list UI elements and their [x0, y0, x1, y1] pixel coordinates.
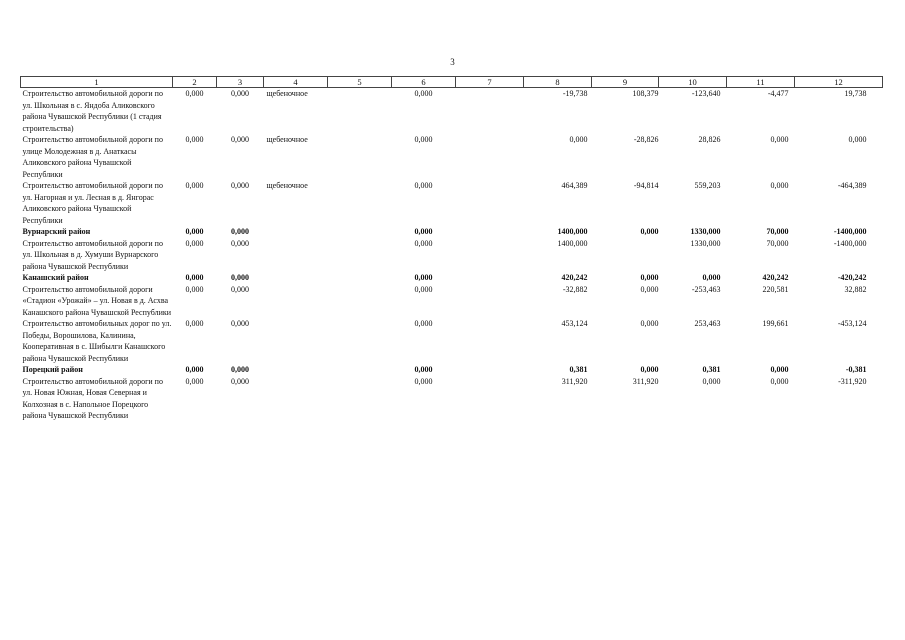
cell-col-9: 0,000 — [640, 273, 659, 282]
cell-col-3: 0,000 — [231, 227, 249, 236]
cell-col-12: -0,381 — [845, 365, 867, 374]
col-header-7: 7 — [456, 77, 524, 88]
cell-col-2: 0,000 — [185, 227, 204, 236]
col-header-10: 10 — [659, 77, 727, 88]
cell-col-9 — [592, 238, 659, 273]
cell-col-1: Строительство автомобильной дороги по ул. Нагорная и ул. Лесная в д. Янгорас Аликовского района Чувашской Республики — [22, 181, 163, 225]
cell-col-4 — [264, 318, 328, 364]
district-row — [21, 272, 883, 284]
col-header-3: 3 — [217, 77, 264, 88]
budget-table — [20, 76, 883, 422]
cell-col-6: 0,000 — [414, 181, 433, 190]
table-row — [21, 88, 883, 135]
cell-col-10: 28,826 — [698, 135, 721, 144]
cell-col-4 — [264, 364, 328, 376]
cell-col-7 — [456, 272, 524, 284]
cell-col-5 — [328, 318, 392, 364]
cell-col-9: 0,000 — [640, 319, 659, 328]
cell-col-11: 420,242 — [762, 273, 789, 282]
cell-col-2: 0,000 — [185, 135, 204, 144]
cell-col-11: 0,000 — [770, 135, 789, 144]
cell-col-12: 19,738 — [844, 89, 867, 98]
cell-col-8: 464,389 — [561, 181, 588, 190]
district-row — [21, 364, 883, 376]
cell-col-10: -253,463 — [691, 284, 721, 294]
cell-col-5 — [328, 88, 392, 135]
cell-col-1: Строительство автомобильной дороги по ул. Школьная в д. Хумуши Вурнарского района Чувашской Республики — [22, 238, 163, 271]
cell-col-5 — [328, 226, 392, 238]
table-row — [21, 134, 883, 180]
cell-col-7 — [456, 134, 524, 180]
cell-col-6: 0,000 — [414, 227, 433, 236]
cell-col-6: 0,000 — [414, 284, 433, 294]
cell-col-7 — [456, 364, 524, 376]
cell-col-5 — [328, 272, 392, 284]
cell-col-9: -94,814 — [633, 181, 659, 190]
cell-col-8: 1400,000 — [557, 227, 588, 236]
cell-col-6: 0,000 — [414, 273, 433, 282]
cell-col-10: 0,381 — [702, 365, 721, 374]
cell-col-3: 0,000 — [231, 273, 249, 282]
district-row — [21, 226, 883, 238]
cell-col-7 — [456, 318, 524, 364]
cell-col-1: Порецкий район — [22, 365, 83, 374]
cell-col-3: 0,000 — [231, 135, 249, 144]
cell-col-3: 0,000 — [231, 238, 249, 248]
cell-col-10: -123,640 — [691, 89, 721, 98]
cell-col-3: 0,000 — [231, 89, 249, 98]
cell-col-12: 32,882 — [844, 284, 867, 294]
cell-col-5 — [328, 376, 392, 422]
cell-col-5 — [328, 238, 392, 273]
cell-col-4 — [264, 272, 328, 284]
cell-col-10: 1330,000 — [690, 227, 721, 236]
cell-col-11: 0,000 — [770, 181, 789, 190]
cell-col-8: -32,882 — [562, 284, 588, 294]
cell-col-8: 0,381 — [569, 365, 588, 374]
cell-col-4 — [264, 226, 328, 238]
cell-col-4: щебеночное — [266, 89, 308, 98]
cell-col-7 — [456, 180, 524, 226]
cell-col-1: Строительство автомобильной дороги по ул. Школьная в с. Яндоба Аликовского района Чувашской Республики (1 стадия строительства) — [22, 89, 163, 133]
page-number: 3 — [450, 57, 455, 67]
cell-col-10: 253,463 — [694, 319, 721, 328]
cell-col-4 — [264, 284, 328, 319]
cell-col-3: 0,000 — [231, 284, 249, 294]
cell-col-11: 70,000 — [766, 227, 789, 236]
cell-col-12: -1400,000 — [833, 227, 867, 236]
table-row — [21, 238, 883, 273]
cell-col-7 — [456, 226, 524, 238]
cell-col-7 — [456, 376, 524, 422]
cell-col-2: 0,000 — [185, 365, 204, 374]
cell-col-10: 1330,000 — [690, 238, 721, 248]
cell-col-9: 108,379 — [632, 89, 659, 98]
col-header-5: 5 — [328, 77, 392, 88]
cell-col-10: 0,000 — [702, 273, 721, 282]
cell-col-2: 0,000 — [185, 273, 204, 282]
cell-col-12: -453,124 — [837, 319, 867, 328]
cell-col-9: -28,826 — [633, 135, 659, 144]
cell-col-11: 70,000 — [766, 238, 789, 248]
cell-col-4 — [264, 238, 328, 273]
cell-col-3: 0,000 — [231, 365, 249, 374]
cell-col-6: 0,000 — [414, 135, 433, 144]
cell-col-6: 0,000 — [414, 89, 433, 98]
cell-col-12: -464,389 — [837, 181, 867, 190]
cell-col-11: 220,581 — [762, 284, 789, 294]
cell-col-12: -1400,000 — [833, 238, 867, 248]
header-row — [21, 77, 883, 88]
cell-col-1: Строительство автомобильной дороги по улице Молодежная в д. Анаткасы Аликовского района Чувашской Республики — [22, 135, 163, 179]
cell-col-10: 0,000 — [702, 376, 721, 386]
col-header-12: 12 — [795, 77, 883, 88]
cell-col-5 — [328, 134, 392, 180]
cell-col-1: Строительство автомобильных дорог по ул. Победы, Ворошилова, Калинина, Кооперативная в с. Шибылги Канашского района Чувашской Республики — [22, 319, 172, 363]
cell-col-11: 0,000 — [770, 365, 789, 374]
col-header-11: 11 — [727, 77, 795, 88]
cell-col-2: 0,000 — [185, 181, 204, 190]
cell-col-3: 0,000 — [231, 319, 249, 328]
cell-col-8: 0,000 — [569, 135, 588, 144]
cell-col-11: 199,661 — [762, 319, 789, 328]
cell-col-6: 0,000 — [414, 238, 433, 248]
cell-col-6: 0,000 — [414, 365, 433, 374]
cell-col-1: Канашский район — [22, 273, 89, 282]
cell-col-6: 0,000 — [414, 319, 433, 328]
cell-col-2: 0,000 — [185, 376, 204, 386]
table-row — [21, 284, 883, 319]
cell-col-8: 453,124 — [561, 319, 588, 328]
cell-col-5 — [328, 364, 392, 376]
cell-col-8: 311,920 — [561, 376, 588, 386]
cell-col-9: 311,920 — [632, 376, 659, 386]
cell-col-5 — [328, 284, 392, 319]
cell-col-7 — [456, 284, 524, 319]
cell-col-9: 0,000 — [640, 227, 659, 236]
cell-col-7 — [456, 88, 524, 135]
cell-col-1: Вурнарский район — [22, 227, 91, 236]
cell-col-8: 1400,000 — [557, 238, 588, 248]
cell-col-6: 0,000 — [414, 376, 433, 386]
cell-col-1: Строительство автомобильной дороги «Стадион «Урожай» – ул. Новая в д. Асхва Канашского района Чувашской Республики — [22, 284, 172, 317]
cell-col-11: -4,477 — [767, 89, 789, 98]
cell-col-2: 0,000 — [185, 89, 204, 98]
cell-col-2: 0,000 — [185, 319, 204, 328]
cell-col-8: -19,738 — [562, 89, 588, 98]
cell-col-3: 0,000 — [231, 376, 249, 386]
col-header-1: 1 — [21, 77, 173, 88]
table-row — [21, 318, 883, 364]
cell-col-8: 420,242 — [561, 273, 588, 282]
cell-col-12: -420,242 — [837, 273, 867, 282]
cell-col-7 — [456, 238, 524, 273]
cell-col-9: 0,000 — [640, 284, 659, 294]
cell-col-1: Строительство автомобильной дороги по ул. Новая Южная, Новая Северная и Колхозная в с. Напольное Порецкого района Чувашской Республики — [22, 376, 163, 420]
cell-col-5 — [328, 180, 392, 226]
col-header-8: 8 — [524, 77, 592, 88]
cell-col-11: 0,000 — [770, 376, 789, 386]
cell-col-12: -311,920 — [838, 376, 867, 386]
cell-col-2: 0,000 — [185, 284, 204, 294]
col-header-6: 6 — [392, 77, 456, 88]
cell-col-12: 0,000 — [848, 135, 867, 144]
cell-col-4: щебеночное — [266, 135, 308, 144]
cell-col-9: 0,000 — [640, 365, 659, 374]
cell-col-2: 0,000 — [185, 238, 204, 248]
cell-col-3: 0,000 — [231, 181, 249, 190]
cell-col-4 — [264, 376, 328, 422]
table-row — [21, 180, 883, 226]
table-row — [21, 376, 883, 422]
col-header-2: 2 — [173, 77, 217, 88]
cell-col-10: 559,203 — [694, 181, 721, 190]
col-header-9: 9 — [592, 77, 659, 88]
col-header-4: 4 — [264, 77, 328, 88]
cell-col-4: щебеночное — [266, 181, 308, 190]
